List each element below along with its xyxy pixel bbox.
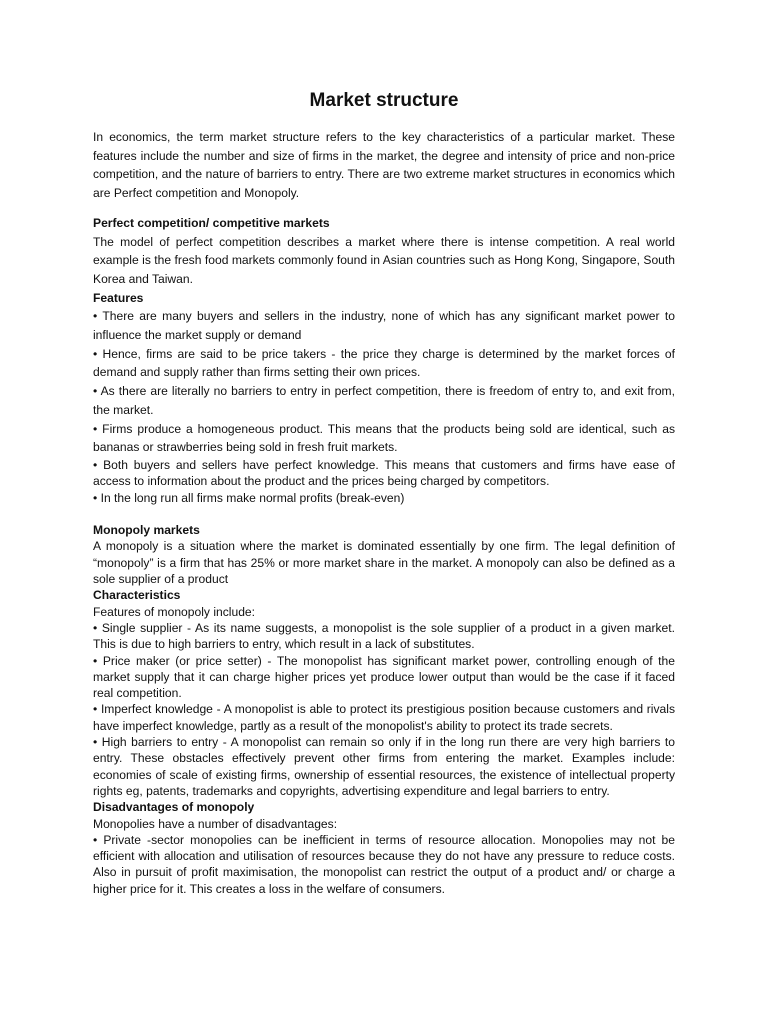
list-item: • There are many buyers and sellers in the industry, none of which has any significant market power to influence the market supply or demand xyxy=(93,309,675,343)
characteristics-heading: Characteristics xyxy=(93,588,181,603)
disadvantages-heading: Disadvantages of monopoly xyxy=(93,800,255,815)
monopoly-heading: Monopoly markets xyxy=(93,523,200,538)
perfect-competition-heading: Perfect competition/ competitive markets xyxy=(93,215,330,230)
monopoly-section xyxy=(93,522,675,897)
disadvantages-intro: Monopolies have a number of disadvantages: xyxy=(93,816,338,831)
document-page xyxy=(93,88,675,897)
characteristics-list xyxy=(93,620,675,799)
list-item: • Private -sector monopolies can be inefficient in terms of resource allocation. Monopolies may not be efficient with allocation and utilisation of resources because they do not have any pressure to reduce costs. Also in pursuit of profit maximisation, the monopolist can restrict the output of a product and/ or charge a higher price for it. This creates a loss in the welfare of consumers. xyxy=(93,832,675,896)
list-item: • As there are literally no barriers to entry in perfect competition, there is freedom of entry to, and exit from, the market. xyxy=(93,384,675,417)
list-item: • Single supplier - As its name suggests, a monopolist is the sole supplier of a product in a given market. This is due to high barriers to entry, which result in a lack of substitutes. xyxy=(93,620,675,652)
perfect-competition-description: The model of perfect competition describes a market where there is intense competition. A real world example is the fresh food markets commonly found in Asian countries such as Hong Kong, Singapore, South Korea and Taiwan. xyxy=(93,234,675,286)
features-heading: Features xyxy=(93,290,144,305)
list-item: • High barriers to entry - A monopolist can remain so only if in the long run there are very high barriers to entry. These obstacles effectively prevent other firms from entering the market. Examples include: economies of scale of existing firms, ownership of essential resources, the existence of intellectual property rights eg, patents, trademarks and copyrights, advertising expenditure and legal barriers to entry. xyxy=(93,735,675,798)
list-item: • Price maker (or price setter) - The monopolist has significant market power, controlling enough of the market supply that it can charge higher prices yet produce lower output than would be the case if it faced real competition. xyxy=(93,653,675,701)
list-item: • Imperfect knowledge - A monopolist is able to protect its prestigious position because customers and rivals have imperfect knowledge, partly as a result of the monopolist's ability to protect its trade secrets. xyxy=(93,702,675,733)
monopoly-description: A monopoly is a situation where the market is dominated essentially by one firm. The legal definition of “monopoly” is a firm that has 25% or more market share in the market. A monopoly can also be defined as a sole supplier of a product xyxy=(93,539,675,587)
characteristics-intro: Features of monopoly include: xyxy=(93,604,256,619)
list-item: • Firms produce a homogeneous product. This means that the products being sold are identical, such as bananas or strawberries being sold in fresh fruit markets. xyxy=(93,421,675,455)
features-list xyxy=(93,307,675,506)
list-item: • In the long run all firms make normal profits (break-even) xyxy=(93,490,405,505)
list-item: • Hence, firms are said to be price takers - the price they charge is determined by the market forces of demand and supply rather than firms setting their own prices. xyxy=(93,346,675,380)
perfect-competition-section xyxy=(93,214,675,506)
intro-section xyxy=(93,128,675,203)
page-title: Market structure xyxy=(309,90,459,111)
intro-paragraph: In economics, the term market structure refers to the key characteristics of a particular market. These features include the number and size of firms in the market, the degree and intensity of price and non-price competition, and the nature of barriers to entry. There are two extreme market structures in economics which are Perfect competition and Monopoly. xyxy=(93,130,675,201)
disadvantages-list xyxy=(93,832,675,897)
list-item: • Both buyers and sellers have perfect knowledge. This means that customers and firms have ease of access to information about the product and the prices being charged by competitors. xyxy=(93,457,675,489)
